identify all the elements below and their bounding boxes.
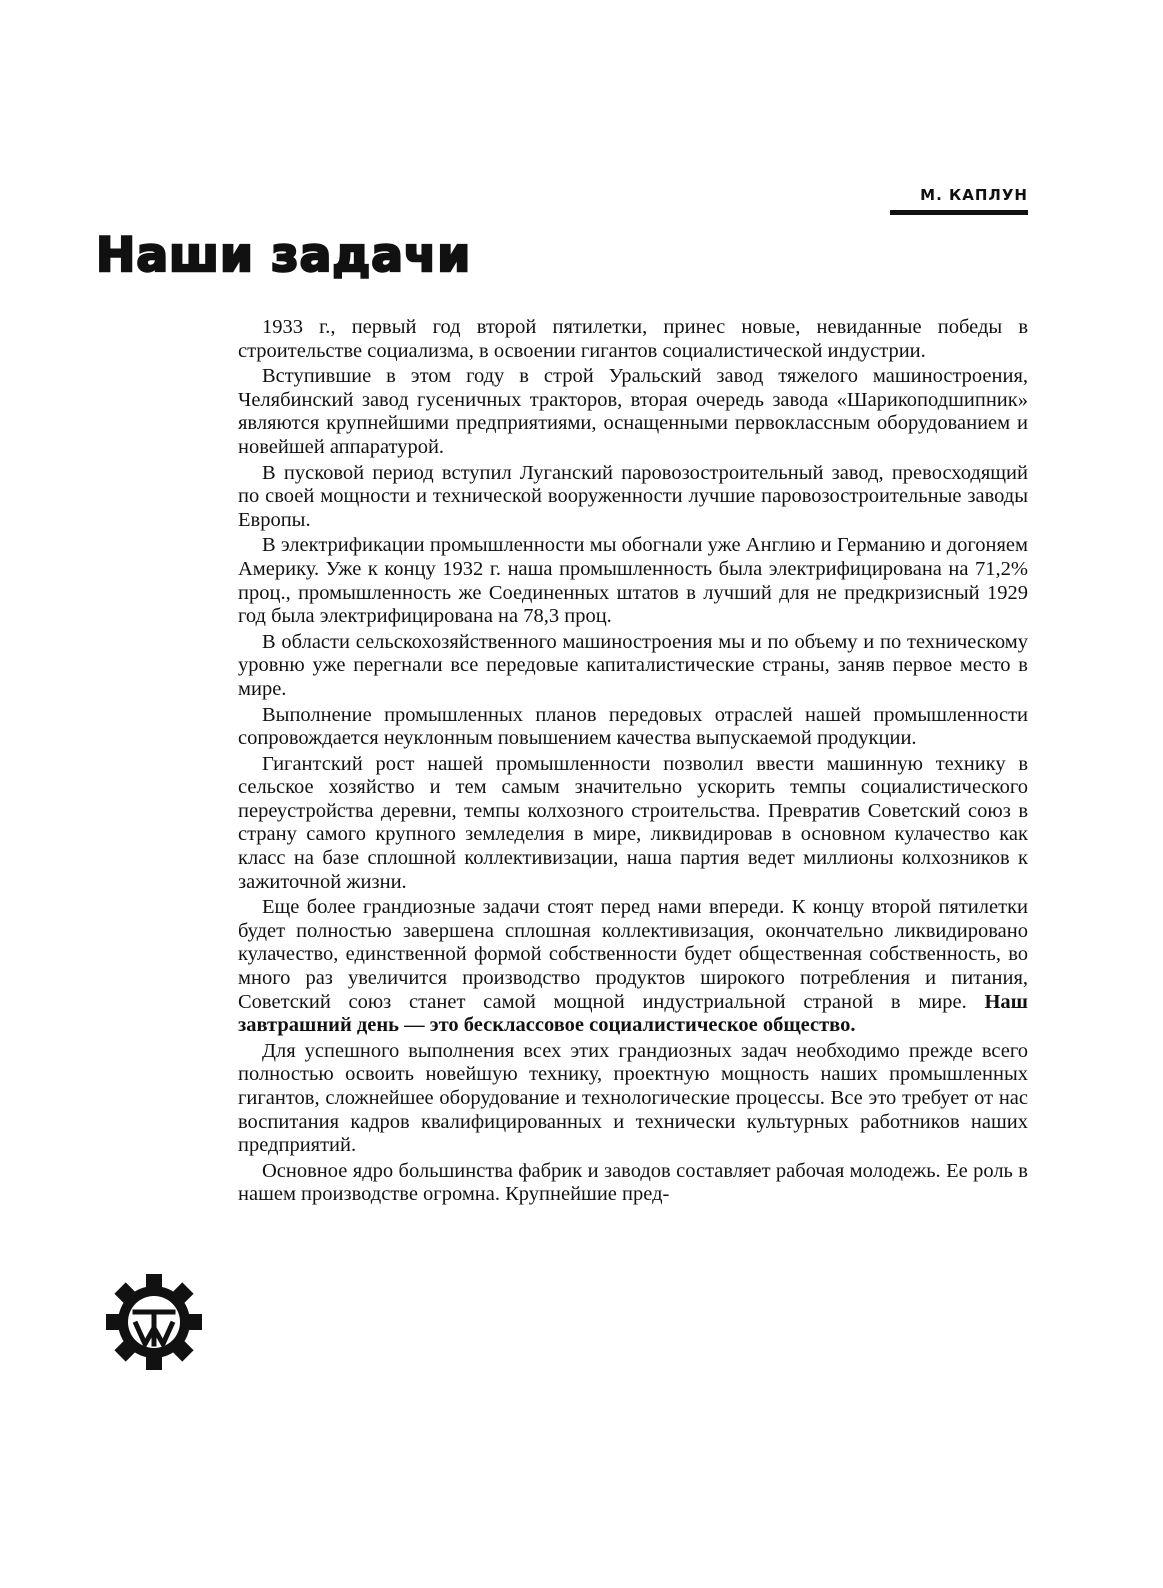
gear-emblem-icon (104, 1272, 204, 1372)
paragraph-2: Вступившие в этом году в строй Уральский завод тяжелого машиностроения, Челябинский завод гусеничных тракторов, вторая очередь завода «Шарикоподшипник» являются крупнейшими предприятиями, оснащенными первоклассным оборудованием и новейшей аппаратурой. (238, 365, 1028, 458)
paragraph-5: В области сельскохозяйственного машиностроения мы и по объему и по техническому уровню уже перегнали все передовые капиталистические страны, заняв первое место в мире. (238, 630, 1028, 700)
paragraph-8-text: Еще более грандиозные задачи стоят перед нами впереди. К концу второй пятилетки будет полностью завершена сплошная коллективизация, окончательно ликвидировано кулачество, единственной формой собственности будет общественная собственность, во много раз увеличится производство продуктов широкого потребления и питания, Советский союз станет самой мощной индустриальной страной в мире. (238, 896, 1028, 1013)
paragraph-3: В пусковой период вступил Луганский паровозостроительный завод, превосходящий по своей мощности и технической вооруженности лучшие паровозостроительные заводы Европы. (238, 461, 1028, 531)
article-body (238, 316, 1028, 1209)
gear-emblem-svg (104, 1272, 204, 1372)
paragraph-1: 1933 г., первый год второй пятилетки, принес новые, невиданные победы в строительстве социализма, в освоении гигантов социалистической индустрии. (238, 316, 1028, 362)
author-rule (890, 210, 1028, 215)
paragraph-7: Гигантский рост нашей промышленности позволил ввести машинную технику в сельское хозяйство и тем самым значительно ускорить темпы социалистического переустройства деревни, темпы колхозного строительства. Превратив Советский союз в страну самого крупного земледелия в мире, ликвидировав в основном кулачество как класс на базе сплошной коллективизации, наша партия ведет миллионы колхозников к зажиточной жизни. (238, 752, 1028, 893)
paragraph-6: Выполнение промышленных планов передовых отраслей нашей промышленности сопровождается неуклонным повышением качества выпускаемой продукции. (238, 703, 1028, 750)
paragraph-4: В электрификации промышленности мы обогнали уже Англию и Германию и догоняем Америку. Уже к концу 1932 г. наша промышленность была электрифицирована на 71,2% проц., промышленность же Соединенных штатов в лучший для не предкризисный 1929 год была электрифицирована на 78,3 проц. (238, 534, 1028, 628)
paragraph-9: Для успешного выполнения всех этих грандиозных задач необходимо прежде всего полностью освоить новейшую технику, проектную мощность наших промышленных гигантов, сложнейшее оборудование и технологические процессы. Все это требует от нас воспитания кадров квалифицированных и технически культурных работников наших предприятий. (238, 1039, 1028, 1157)
paragraph-8 (238, 896, 1028, 1038)
paragraph-10: Основное ядро большинства фабрик и заводов составляет рабочая молодежь. Ее роль в нашем производстве огромна. Крупнейшие пред- (238, 1159, 1028, 1206)
article-title: Наши задачи (96, 228, 472, 283)
paragraph-8-emphasis: Наш завтрашний день — это бесклассовое социалистическое общество. (238, 990, 1028, 1037)
author-name: М. КАПЛУН (920, 186, 1028, 204)
